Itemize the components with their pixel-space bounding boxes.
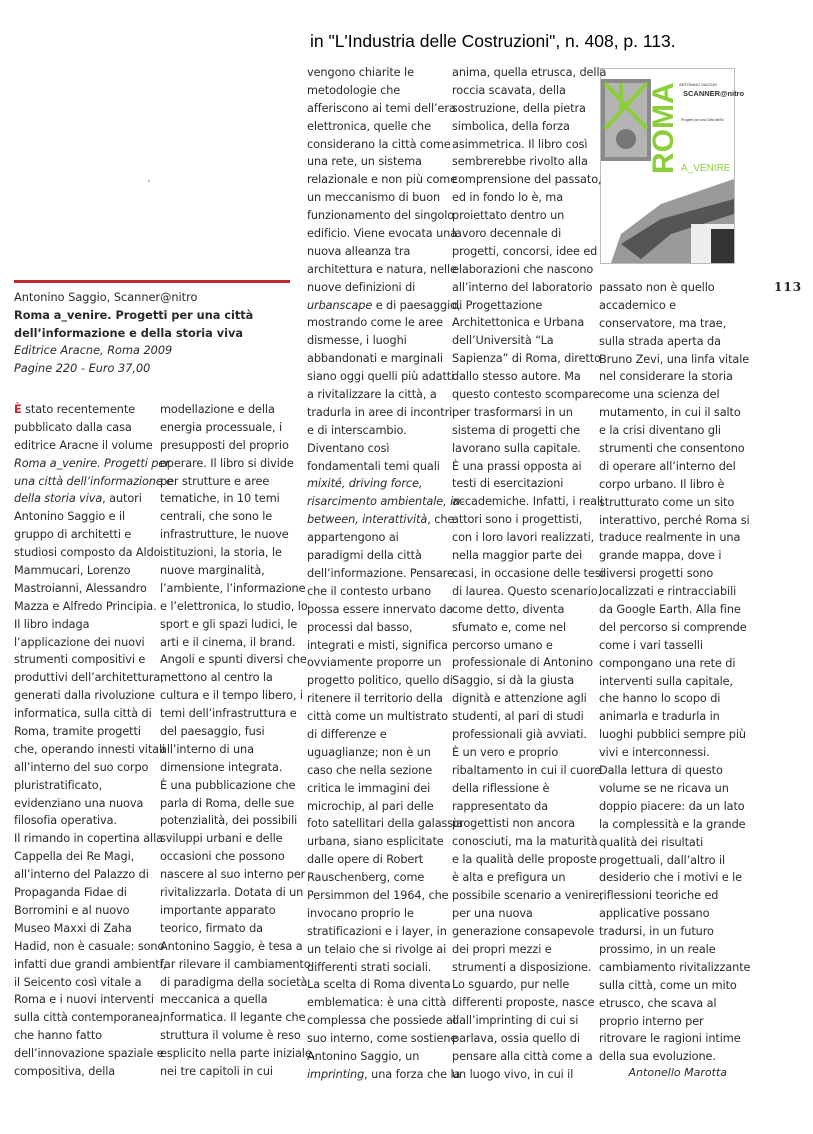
text-line: generati dalla rivoluzione [14, 689, 156, 703]
text-line: che, operando innesti vitali [14, 742, 166, 756]
text-line: infrastrutture, le nuove [160, 528, 289, 542]
text-line: strumenti a disposizione. [452, 960, 592, 974]
text-line: sfumato e, come nel [452, 620, 567, 634]
text-line: Hadid, non è casuale: sono [14, 939, 165, 953]
italic-text: urbanscape [307, 298, 373, 312]
text-line: evidenziano una nuova [14, 796, 144, 810]
text-line: del percorso si comprende [599, 620, 747, 634]
text-line: architettura e natura, nelle [307, 262, 457, 276]
text-line: Sapienza” di Roma, diretto [452, 352, 601, 366]
text-line: etrusco, che scava al [599, 996, 717, 1010]
text-line: lavoro decennale di [452, 227, 562, 241]
citation-header: in "L'Industria delle Costruzioni", n. 408, p. 113. [310, 31, 676, 51]
text-line: progetti, concorsi, idee ed [452, 244, 598, 258]
text-line: uguaglianze; non è un [307, 745, 431, 759]
text-line: tradurla in aree di incontri [307, 405, 453, 419]
text-line: foto satellitari della galassia [307, 817, 463, 831]
text-line: localizzati e rintracciabili [599, 585, 737, 599]
text-line: Antonino Saggio, un [307, 1049, 420, 1063]
text-line: Museo Maxxi di Zaha [14, 921, 132, 935]
text-column-2 [160, 401, 315, 1081]
text-line: differenti strati sociali. [307, 960, 432, 974]
text-line: istituzioni, la storia, le [160, 546, 282, 560]
text-line: anima, quella etrusca, della [452, 66, 607, 79]
text-line: che hanno fatto [14, 1029, 102, 1043]
text-line: professionale di Antonino [452, 656, 593, 670]
text-line: meccanica a quella [160, 993, 268, 1007]
text-line: nascere al suo interno per [160, 868, 306, 882]
text-line: del paesaggio, fusi [160, 725, 265, 739]
text-line: e la qualità delle proposte [452, 853, 597, 867]
text-line: pensare alla città come a [452, 1049, 593, 1063]
text-line: dignità e attenzione agli [452, 692, 587, 706]
text-line: vengono chiarite le [307, 66, 414, 79]
text-line: studiosi composto da Aldo [14, 546, 161, 560]
text-line: sistema di progetti che [452, 423, 580, 437]
text-line: strutturato come un sito [599, 495, 735, 509]
text-line: Cappella dei Re Magi, [14, 850, 135, 864]
review-signature: Antonello Marotta [628, 1066, 727, 1079]
text-line: di Progettazione [452, 298, 543, 312]
text-line: l’applicazione dei nuovi [14, 635, 145, 649]
text-line: con i loro lavori realizzati, [452, 531, 595, 545]
text-line: ribaltamento in cui il cuore [452, 763, 602, 777]
text-segment: , autori [102, 492, 142, 506]
text-line: dismesse, i luoghi [307, 334, 407, 348]
text-line [14, 490, 173, 508]
cover-authors: ANTONINO SAGGIO [679, 82, 717, 87]
text-line: occasioni che possono [160, 850, 285, 864]
text-line: conservatore, ma trae, [599, 316, 727, 330]
text-line: nuove definizioni di [307, 280, 416, 294]
text-line: comprensione del passato, [452, 173, 602, 187]
text-column-1 [14, 401, 173, 1081]
text-line: caso che nella sezione [307, 763, 433, 777]
text-line: Bruno Zevi, una linfa vitale [599, 352, 750, 366]
text-segment: , che [427, 513, 455, 527]
text-column-4 [452, 64, 606, 1084]
text-line: da Google Earth. Alla fine [599, 603, 741, 617]
text-line: considerano la città come [307, 137, 451, 151]
text-line: all’interno del Palazzo di [14, 868, 149, 882]
text-line: elaborazioni che nascono [452, 262, 594, 276]
text-line: urbana, siano esplicitate [307, 835, 444, 849]
text-line: diversi progetti sono [599, 567, 714, 581]
text-line: integrati e misti, significa [307, 638, 448, 652]
text-line [14, 455, 173, 473]
text-line: Il libro indaga [14, 617, 90, 631]
italic-text: mixité, driving force, [307, 477, 423, 491]
text-line: complessa che possiede al [307, 1014, 456, 1028]
text-line: modellazione e della [160, 403, 275, 416]
text-line: Antonino Saggio, è tesa a [160, 939, 303, 953]
text-line: una rete, un sistema [307, 155, 422, 169]
text-line: Propaganda Fidae di [14, 886, 127, 900]
text-line: della riflessione è [452, 781, 550, 795]
text-line: dimensione integrata. [160, 760, 283, 774]
text-line: filosofia operativa. [14, 814, 117, 828]
text-line: sulla città contemporanea, [14, 1011, 163, 1025]
text-line: proiettato dentro un [452, 209, 565, 223]
book-cover-art [601, 69, 745, 263]
text-line: all’interno di una [160, 742, 254, 756]
text-line: di differenze e [307, 727, 387, 741]
text-line [307, 511, 464, 529]
text-segment: e di paesaggio, [372, 298, 461, 312]
text-line: differenti proposte, nasce [452, 996, 595, 1010]
text-line: come detto, diventa [452, 602, 565, 616]
text-line: edificio. Viene evocata una [307, 227, 458, 241]
page-number: 113 [774, 280, 803, 294]
text-line: come una scienza del [599, 388, 720, 402]
text-line: emblematica: è una città [307, 996, 447, 1010]
text-line: funzionamento del singolo [307, 209, 455, 223]
text-line: per strutture e aree [160, 474, 270, 488]
cover-title-avenire: A_VENIRE [681, 163, 731, 174]
text-line: relazionale e non più come [307, 173, 458, 187]
text-line: Il rimando in copertina alla [14, 832, 163, 846]
text-line: importante apparato [160, 903, 276, 917]
text-line: e di interscambio. [307, 423, 407, 437]
text-line: La scelta di Roma diventa [307, 978, 451, 992]
text-line: doppio piacere: da un lato [599, 799, 745, 813]
text-line: nella maggior parte dei [452, 549, 583, 563]
text-line: testi di esercitazioni [452, 477, 564, 491]
text-line: suo interno, come sostiene [307, 1032, 458, 1046]
text-line: casi, in occasione delle tesi [452, 566, 604, 580]
text-line: Architettonica e Urbana [452, 316, 585, 330]
text-line: energia processuale, i [160, 420, 283, 434]
text-line: rivitalizzarla. Dotata di un [160, 886, 304, 900]
drop-initial: È [14, 403, 22, 416]
text-line: progetto politico, quello di [307, 674, 453, 688]
text-line: possa essere innervato da [307, 602, 454, 616]
text-line: infatti due grandi ambienti, [14, 957, 167, 971]
text-line: invocano proprio le [307, 906, 414, 920]
text-line: dell’Università “La [452, 334, 554, 348]
text-line: gruppo di architetti e [14, 528, 132, 542]
text-line: stratificazioni e i layer, in [307, 924, 447, 938]
text-line: centrali, che sono le [160, 510, 273, 524]
text-line: È una prassi opposta ai [452, 459, 582, 473]
text-line: compongano una rete di [599, 656, 736, 670]
text-line: sviluppi urbani e delle [160, 832, 283, 846]
text-line: un meccanismo di buon [307, 191, 441, 205]
text-line: informatica. Il legante che [160, 1011, 306, 1025]
text-line: qualità dei risultati [599, 835, 704, 849]
text-line: dallo stesso autore. Ma [452, 370, 581, 384]
text-line: Mastroianni, Alessandro [14, 581, 147, 595]
text-line [307, 297, 464, 315]
cover-title-roma: ROMA [647, 82, 680, 174]
text-line: far rilevare il cambiamento [160, 957, 311, 971]
text-line: all’interno del laboratorio [452, 280, 593, 294]
text-line: fondamentali temi quali [307, 459, 440, 473]
text-line: è alta e prefigura un [452, 871, 566, 885]
text-line: editrice Aracne il volume [14, 438, 153, 452]
book-cover-image [600, 68, 745, 264]
text-line: sport e gli spazi ludici, le [160, 617, 298, 631]
text-line: Diventano così [307, 441, 390, 455]
italic-text: between, interattività [307, 513, 428, 527]
text-line: volume se ne ricava un [599, 781, 729, 795]
text-line: È un vero e proprio [452, 745, 559, 759]
text-line: presupposti del proprio [160, 438, 289, 452]
text-line: cambiamento rivitalizzante [599, 960, 751, 974]
text-line: paradigmi della città [307, 549, 422, 563]
text-line: arti e il cinema, il brand. [160, 635, 296, 649]
text-line: professionali già avviati. [452, 727, 587, 741]
text-line: lavorano sulla capitale. [452, 441, 581, 455]
text-line: desiderio che i motivi e le [599, 871, 743, 885]
text-line: mettono al centro la [160, 671, 273, 685]
text-line: un luogo vivo, in cui il [452, 1067, 574, 1081]
text-line: mostrando come le aree [307, 316, 443, 330]
text-line: asimmetrica. Il libro così [452, 137, 588, 151]
text-line: dalle opere di Robert [307, 853, 424, 867]
text-line: pubblicato dalla casa [14, 420, 132, 434]
text-line: cultura e il tempo libero, i [160, 689, 303, 703]
text-line: di paradigma della società [160, 975, 308, 989]
text-line: abbandonati e marginali [307, 352, 443, 366]
text-line: ritenere il territorio della [307, 692, 443, 706]
text-line: critica le immagini dei [307, 781, 431, 795]
text-line: il Seicento così vitale a [14, 975, 142, 989]
text-line: sulla strada aperta da [599, 334, 721, 348]
text-line: sulla città, come un mito [599, 978, 737, 992]
book-title-line-1: Roma a_venire. Progetti per una città [14, 308, 254, 322]
book-publisher: Editrice Aracne, Roma 2009 [14, 344, 173, 358]
text-line: proprio interno per [599, 1014, 704, 1028]
text-line: attori sono i progettisti, [452, 513, 583, 527]
text-line: nuove marginalità, [160, 564, 265, 578]
text-line: strumenti che consentono [599, 442, 745, 456]
book-title-line-2: dell’informazione e della storia viva [14, 326, 243, 340]
text-line: È una pubblicazione che [160, 778, 296, 792]
text-line: per una nuova [452, 906, 533, 920]
text-line: grande mappa, dove i [599, 549, 722, 563]
book-pages-price: Pagine 220 - Euro 37,00 [14, 362, 151, 376]
book-info [14, 289, 253, 378]
text-segment: , una forza che la [364, 1067, 461, 1081]
italic-text: della storia viva [14, 492, 103, 506]
text-line: nel considerare la storia [599, 370, 733, 384]
text-line: siano oggi quelli più adatti [307, 370, 455, 384]
text-line: studenti, al pari di studi [452, 710, 584, 724]
text-line: mutamento, in cui il salto [599, 406, 741, 420]
text-line: traduce realmente in una [599, 531, 741, 545]
text-line: la complessità e la grande [599, 817, 746, 831]
text-line: Rauschenberg, come [307, 871, 425, 885]
text-line: corpo urbano. Il libro è [599, 477, 725, 491]
text-line: strumenti compositivi e [14, 653, 146, 667]
text-line: applicative possano [599, 907, 710, 921]
text-line: rappresentato da [452, 799, 549, 813]
text-line: compositiva, della [14, 1064, 116, 1078]
scan-speck [148, 180, 150, 182]
text-line: prossimo, in un reale [599, 942, 716, 956]
text-line: informatica, sulla città di [14, 707, 152, 721]
italic-text: una città dell’informazione e [14, 474, 174, 488]
text-line: roccia scavata, della [452, 83, 566, 97]
text-line: vivi e interconnessi. [599, 746, 710, 760]
text-line: produttivi dell’architettura, [14, 671, 164, 685]
text-line: Antonino Saggio e il [14, 510, 126, 524]
text-line: Angoli e spunti diversi che [160, 653, 307, 667]
text-line: nei tre capitoli in cui [160, 1064, 273, 1078]
text-line: l’ambiente, l’informazione [160, 581, 306, 595]
text-line: per trasformarsi in un [452, 405, 573, 419]
text-line [307, 493, 464, 511]
text-line: nuova alleanza tra [307, 244, 411, 258]
text-line: appartengono ai [307, 531, 399, 545]
text-line: progettuali, dall’altro il [599, 853, 726, 867]
text-line: sostruzione, della pietra [452, 101, 586, 115]
text-line: Mazza e Alfredo Principia. [14, 599, 157, 613]
text-line: interventi sulla capitale, [599, 674, 733, 688]
text-line: che il contesto urbano [307, 584, 432, 598]
text-line: e la crisi diventano gli [599, 424, 721, 438]
text-line: di laurea. Questo scenario, [452, 584, 602, 598]
text-line: luoghi pubblici sempre più [599, 728, 746, 742]
text-line: microchip, al pari delle [307, 799, 434, 813]
text-line: un telaio che si rivolge ai [307, 942, 447, 956]
text-line: Borromini e al nuovo [14, 903, 130, 917]
text-line: metodologie che [307, 83, 401, 97]
text-line: ovviamente proporre un [307, 656, 442, 670]
text-line: animarla e tradurla in [599, 710, 720, 724]
text-line: esplicito nella parte iniziale, [160, 1047, 316, 1061]
text-line: all’interno del suo corpo [14, 760, 149, 774]
text-line: della sua evoluzione. [599, 1050, 716, 1064]
text-line: dall’imprinting di cui si [452, 1014, 579, 1028]
text-line: a rivitalizzare la città, a [307, 388, 437, 402]
text-line: Persimmon del 1964, che [307, 888, 449, 902]
text-line: riflessioni teoriche ed [599, 889, 719, 903]
cover-group: SCANNER@nitro [683, 89, 745, 98]
text-column-3 [307, 64, 464, 1084]
text-line: percorso umano e [452, 638, 553, 652]
text-line: dell’informazione. Pensare [307, 566, 454, 580]
text-line: Mammucari, Lorenzo [14, 564, 131, 578]
text-line: città come un multistrato [307, 710, 448, 724]
italic-text: risarcimento ambientale, in- [307, 495, 465, 509]
text-line: Dalla lettura di questo [599, 764, 723, 778]
text-line [307, 1066, 464, 1084]
text-line: generazione consapevole [452, 924, 595, 938]
text-line: potenzialità, dei possibili [160, 814, 298, 828]
text-line: parla di Roma, delle sue [160, 796, 295, 810]
text-line [307, 475, 464, 493]
text-line: che hanno lo scopo di [599, 692, 721, 706]
text-line: di operare all’interno del [599, 459, 736, 473]
text-line: Roma, tramite progetti [14, 725, 141, 739]
text-line: tematiche, in 10 temi [160, 492, 280, 506]
text-line: dei propri mezzi e [452, 942, 552, 956]
italic-text: Roma a_venire. Progetti per [14, 456, 170, 470]
text-column-5 [599, 279, 750, 1066]
text-line: tradursi, in un futuro [599, 925, 714, 939]
text-line: parlava, ossia quello di [452, 1032, 580, 1046]
text-line: Lo sguardo, pur nelle [452, 978, 570, 992]
text-line: dell’innovazione spaziale e [14, 1047, 164, 1061]
text-line: sembrerebbe rivolto alla [452, 155, 588, 169]
text-line: interattivo, perché Roma si [599, 513, 750, 527]
text-line [14, 473, 173, 491]
text-line: temi dell’infrastruttura e [160, 707, 297, 721]
text-line: processi dal basso, [307, 620, 413, 634]
text-line: ed in fondo lo è, ma [452, 191, 564, 205]
text-line: come i vari tasselli [599, 638, 703, 652]
text-line: afferiscono ai temi dell’era [307, 101, 456, 115]
text-line: conosciuti, ma la maturità [452, 835, 598, 849]
text-line: operare. Il libro si divide [160, 456, 294, 470]
text-line: simbolica, della forza [452, 119, 570, 133]
text-line: e l’elettronica, lo studio, lo [160, 599, 308, 613]
cover-subtitle: Progetti per una Città dell'in [681, 118, 724, 122]
text-line: passato non è quello [599, 281, 715, 294]
text-line: progettisti non ancora [452, 817, 576, 831]
text-segment: stato recentemente [21, 403, 136, 416]
text-line: possibile scenario a venire, [452, 888, 603, 902]
text-line: accademico e [599, 298, 676, 312]
text-line: Saggio, si dà la giusta [452, 674, 575, 688]
text-line: elettronica, quelle che [307, 119, 431, 133]
text-line: Roma e i nuovi interventi [14, 993, 154, 1007]
red-rule-divider [14, 280, 290, 283]
text-line: ritrovare le ragioni intime [599, 1032, 741, 1046]
italic-text: imprinting [307, 1067, 365, 1081]
text-line: pluristratificato, [14, 778, 103, 792]
book-author: Antonino Saggio, Scanner@nitro [14, 291, 198, 304]
text-line: struttura il volume è reso [160, 1029, 301, 1043]
text-line: questo contesto scompare [452, 388, 600, 402]
text-line: teorico, firmato da [160, 921, 263, 935]
text-line: accademiche. Infatti, i reali [452, 495, 603, 509]
text-line [14, 401, 173, 419]
